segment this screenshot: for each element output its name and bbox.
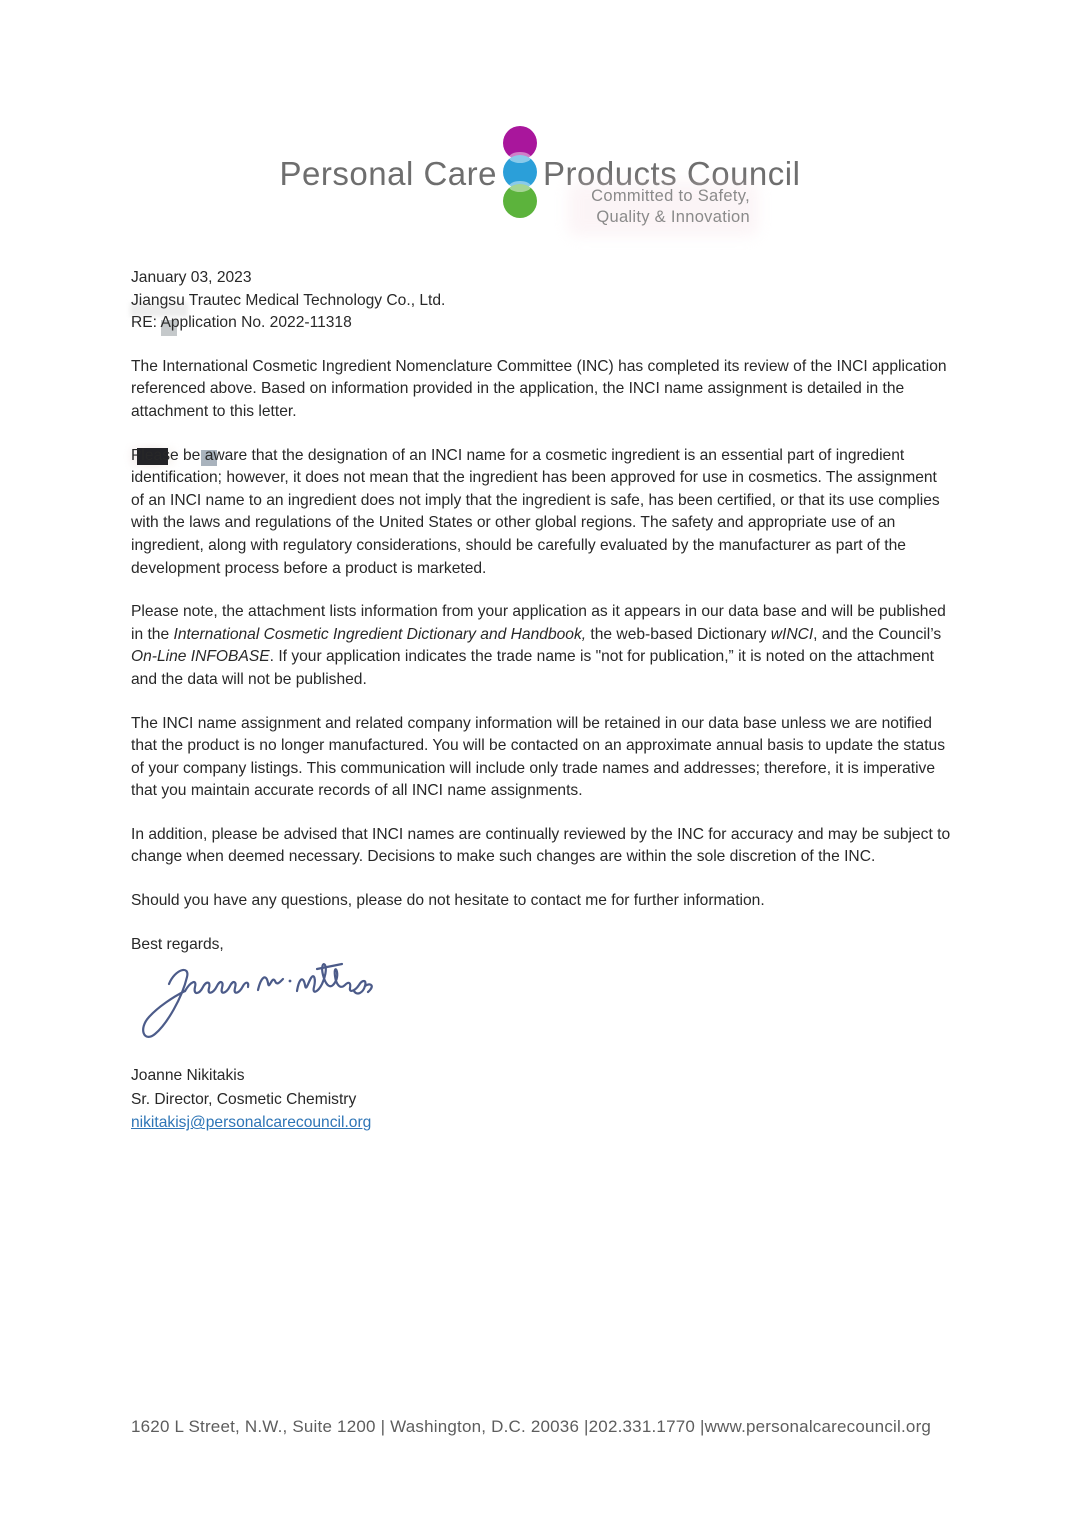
paragraph-4: The INCI name assignment and related company information will be retained in our data base unless we are notified that the product is no longer manufactured. You will be contacted on an approximate annual basis to update the status of your company listings. This communication will include only trade names and addresses; therefore, it is imperative that you maintain accurate records of all INCI name assignments. [131,714,946,800]
pcpc-logo [279,126,801,236]
winci-title: wINCI [770,625,814,643]
tagline-line-2: Quality & Innovation [596,208,750,226]
tagline-line-1: Committed to Safety, [591,187,750,205]
logo-circle-overlap [509,152,531,163]
paragraph-2: Please be aware that the designation of an INCI name for a cosmetic ingredient is an essential part of ingredient identification; however, it does not mean that the ingredient has been approved for use in cosmetics. The assignment of an INCI name to an ingredient does not imply that the ingredient is safe, has been certified, or that its use complies with the laws and regulations of the United States or other global regions. The safety and appropriate use of an ingredient, along with regulatory considerations, should be carefully evaluated by the manufacturer as part of the development process before a product is marketed. [131,446,940,577]
subject-line: RE: Application No. 2022-11318 [131,314,352,332]
paragraph-3 [131,601,951,691]
letter-date: January 03, 2023 [131,269,252,286]
paragraph-1: The International Cosmetic Ingredient Nomenclature Committee (INC) has completed its review of the INCI application referenced above. Based on information provided in the application, the INCI name assignment is detailed in the attachment to this letter. [131,357,947,420]
paragraph-6: Should you have any questions, please do not hesitate to contact me for further information. [131,892,765,910]
paragraph-3-seg1: Please note, the attachment lists information from your application as it appears in our data base and will be published in the [131,603,946,643]
handwritten-signature [139,958,379,1053]
paragraph-3-seg7: . If your application indicates the trade name is "not for publication,” it is noted on the attachment and the data will not be published. [131,648,934,688]
logo-circles-icon [501,126,539,222]
logo-circle-overlap [509,181,531,192]
signer-name: Joanne Nikitakis [131,1067,245,1085]
paragraph-5: In addition, please be advised that INCI names are continually reviewed by the INC for accuracy and may be subject to change when deemed necessary. Decisions to make such changes are within the sole discretion of the INC. [131,825,951,866]
recipient-name: Jiangsu Trautec Medical Technology Co., Ltd. [131,291,446,309]
signature-area [131,956,951,1064]
logo-text-right: Products Council [543,155,801,192]
closing-salutation: Best regards, [131,935,224,953]
logo-text-left: Personal Care [279,155,497,192]
footer-address-line: 1620 L Street, N.W., Suite 1200 | Washington, D.C. 20036 |202.331.1770 |www.personalcarecouncil.org [131,1417,932,1436]
paragraph-3-seg3: the web-based Dictionary [586,625,771,643]
signer-title: Sr. Director, Cosmetic Chemistry [131,1090,357,1108]
signer-email-link[interactable]: nikitakisj@personalcarecouncil.org [131,1114,372,1132]
signature-block [131,1064,951,1135]
dictionary-handbook-title: International Cosmetic Ingredient Dictionary and Handbook, [173,625,587,643]
logo-tagline [591,186,750,228]
letter-content [131,267,951,1135]
paragraph-3-seg5: , and the Council’s [813,625,942,643]
online-infobase-title: On-Line INFOBASE [131,648,270,666]
